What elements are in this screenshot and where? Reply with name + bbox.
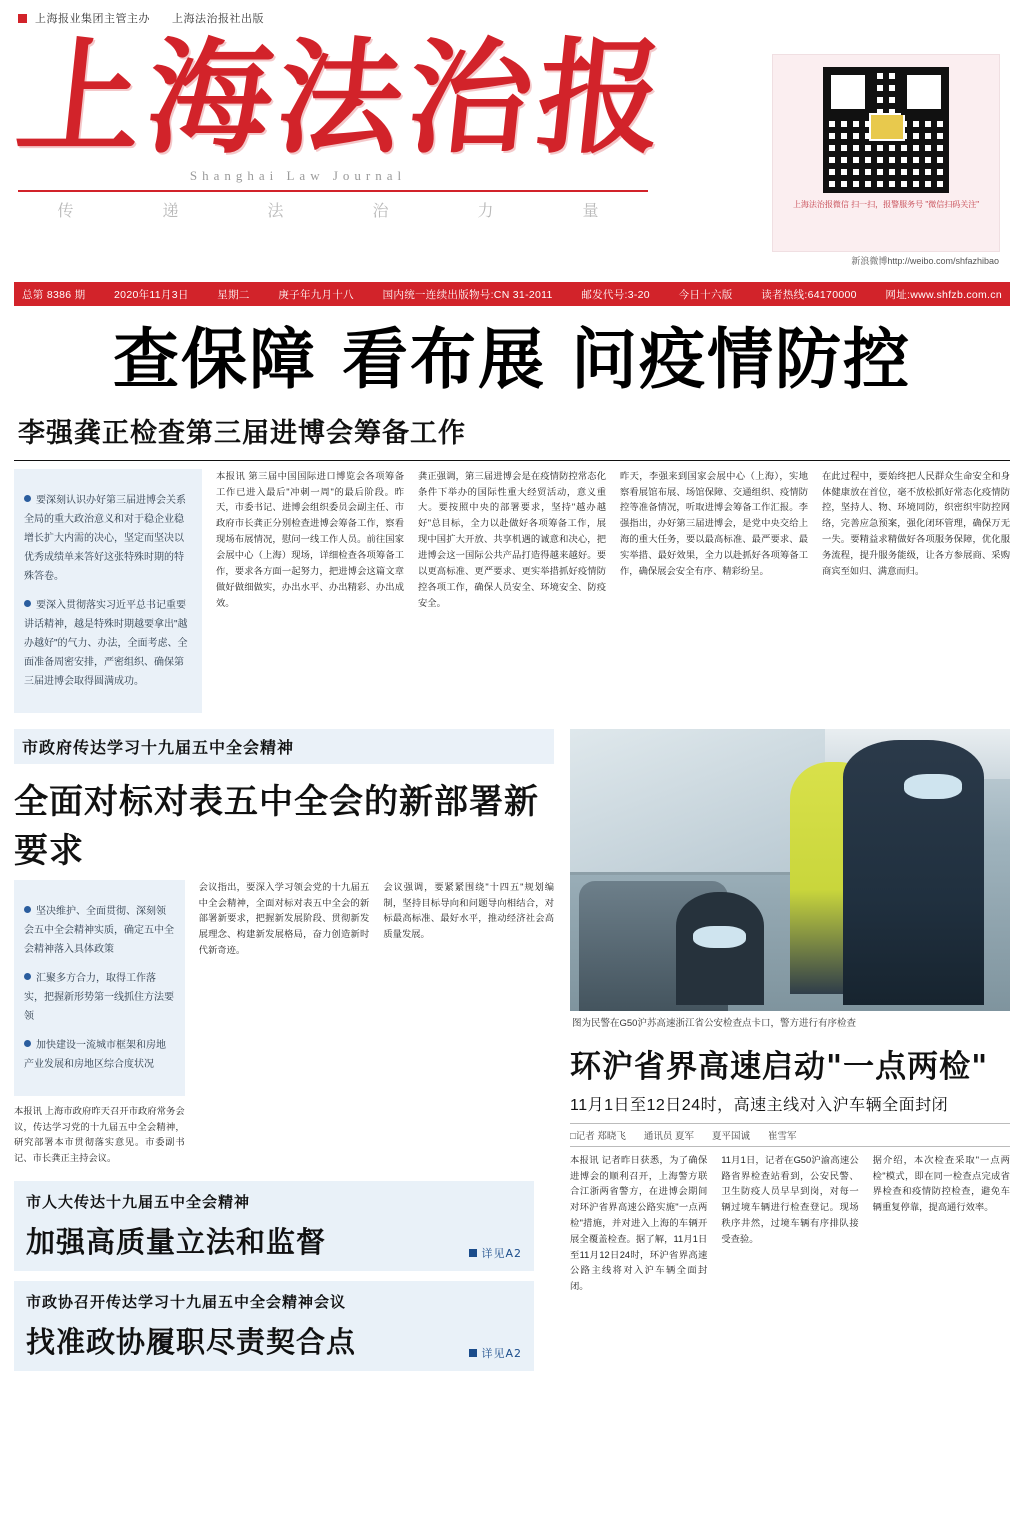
masthead-slogan: [18, 198, 648, 221]
secondary-section: [14, 729, 1010, 1382]
byline-2: 通讯员 夏军: [643, 1130, 695, 1142]
lead-summary-column: [14, 469, 202, 713]
lead-body-column-4: 在此过程中，要始终把人民群众生命安全和身体健康放在首位，毫不放松抓好常态化疫情防控，坚持人、物、环境同防，织密织牢防控网络，完善应急预案，强化闭环管理，确保万无一失。要精益求精做好各项服务保障，优化服务流程，提升服务能级，让各方参展商、采购商宾至如归、满意而归。: [822, 470, 1010, 577]
summary-point-text: 坚决维护、全面贯彻、深刻领会五中全会精神实质，确定五中全会精神落入具体政策: [24, 905, 174, 955]
bottom-box-list: [14, 1181, 534, 1371]
bullet-icon: [24, 495, 31, 502]
bullet-icon: [24, 973, 31, 980]
red-square-icon: [18, 14, 27, 23]
bottom-box-1-jump-label: 详见A2: [481, 1247, 522, 1261]
summary-point: [24, 969, 175, 1026]
section2-left: [14, 729, 554, 1382]
bottom-box-1-headline: 加强高质量立法和监督: [26, 1225, 327, 1260]
newspaper-title-english: Shanghai Law Journal: [189, 168, 407, 184]
bottom-box-1-headline-row: [26, 1220, 522, 1261]
bullet-icon: [24, 906, 31, 913]
headline-divider: [14, 460, 1010, 461]
section2-body-column-2: 会议指出，要深入学习领会党的十九届五中全会精神，全面对标对表五中全会的新部署新要求，把握新发展阶段、贯彻新发展理念、构建新发展格局，奋力创造新时代新奇迹。: [198, 881, 370, 956]
issue-hotline: 读者热线:64170000: [761, 288, 857, 301]
section2-columns: [14, 880, 554, 1168]
top-strip: [14, 0, 1010, 28]
bottom-box-2-jump-label: 详见A2: [481, 1347, 522, 1361]
publisher-authority: 上海报业集团主管主办: [35, 13, 150, 25]
photo-story-column-3: 据介绍，本次检查采取"一点两检"模式，即在同一检查点完成省界检查和疫情防控检查，避免车辆重复停靠，提高通行效率。: [872, 1154, 1010, 1213]
summary-point-text: 要深入贯彻落实习近平总书记重要讲话精神，越是特殊时期越要拿出"越办越好"的气力、办法，全面考虑、全面准备周密安排，严密组织、确保第三届进博会取得圆满成功。: [24, 599, 188, 687]
section2-headline: 全面对标对表五中全会的新部署新要求: [14, 781, 539, 871]
jump-square-icon: [469, 1249, 477, 1257]
photo-officer-mask: [904, 774, 961, 799]
newspaper-title: 上海法治报: [10, 26, 676, 171]
issue-pages: 今日十六版: [678, 288, 733, 301]
photo-caption: 图为民警在G50沪苏高速浙江省公安检查点卡口，警方进行有序检查: [572, 1017, 856, 1029]
summary-point: [24, 596, 192, 691]
masthead-logo: [10, 26, 678, 221]
byline-4: 崔雪军: [768, 1130, 797, 1142]
section2-body-column-1: 本报讯 上海市政府昨天召开市政府常务会议，传达学习党的十九届五中全会精神，研究部署本市贯彻落实意见。市委副书记、市长龚正主持会议。: [14, 1105, 185, 1164]
summary-point: [24, 1036, 175, 1074]
bullet-icon: [24, 600, 31, 607]
slogan-char-5: 力: [477, 203, 504, 221]
issue-date: 2020年11月3日: [114, 288, 189, 301]
qr-code-icon[interactable]: [823, 67, 949, 193]
section2-summary-box: [14, 880, 185, 1096]
lead-summary-box: [14, 469, 202, 713]
issue-lunar-date: 庚子年九月十八: [278, 288, 354, 301]
lead-subhead: 李强龚正检查第三届进博会筹备工作: [18, 417, 466, 448]
news-photo: [570, 729, 1010, 1011]
bullet-icon: [24, 1040, 31, 1047]
issue-postal-code: 邮发代号:3-20: [581, 288, 650, 301]
photo-passenger-mask: [693, 926, 746, 949]
masthead: [10, 26, 1010, 278]
lead-headline: 查保障 看布展 问疫情防控: [113, 321, 911, 398]
bottom-box-1-kicker: 市人大传达十九届五中全会精神: [26, 1194, 251, 1212]
summary-point-text: 汇聚多方合力，取得工作落实，把握新形势第一线抓住方法要领: [24, 972, 174, 1022]
byline-3: 夏平国诚: [712, 1130, 751, 1142]
lead-body-column-2: 龚正强调，第三届进博会是在疫情防控常态化条件下举办的国际性重大经贸活动，意义重大。要按照中央的部署要求，坚持"越办越好"总目标，全力以赴做好各项筹备工作，展现中国扩大开放、共享机遇的诚意和决心，把进博会这一国际公共产品打造得越来越好。要以更高标准、更严要求、更实举措抓好疫情防控各项工作，确保人员安全、环境安全、防疫安全。: [418, 470, 606, 609]
jump-square-icon: [469, 1349, 477, 1357]
lead-story-columns: [14, 469, 1010, 713]
issue-weekday: 星期二: [217, 288, 250, 301]
issue-number: 总第 8386 期: [22, 288, 86, 301]
photo-story: [570, 729, 1010, 1382]
photo-bus-window: [570, 729, 825, 876]
summary-point-text: 加快建设一流城市框架和房地产业发展和房地区综合度状况: [24, 1039, 166, 1070]
bottom-box-1-jump[interactable]: [469, 1245, 522, 1261]
photo-story-columns: [570, 1153, 1010, 1295]
issue-info-bar: [14, 282, 1010, 306]
slogan-char-1: 传: [57, 203, 84, 221]
section2-summary-column: [14, 880, 185, 1168]
slogan-char-6: 量: [582, 203, 609, 221]
masthead-divider: [18, 190, 648, 192]
slogan-char-4: 治: [372, 203, 399, 221]
bottom-box-2-headline-row: [26, 1320, 522, 1361]
slogan-char-3: 法: [267, 203, 294, 221]
photo-passenger: [676, 892, 764, 1005]
byline-1: □记者 郑晓飞: [570, 1130, 626, 1142]
photo-story-column-1: 本报讯 记者昨日获悉，为了确保进博会的顺利召开，上海警方联合江浙两省警方，在进博会期间对环沪省界高速公路实施"一点两检"措施，并对进入上海的车辆开展全覆盖检查。据了解，11月1日至11月12日24时，环沪省界高速公路主线将对入沪车辆全面封闭。: [570, 1154, 708, 1292]
summary-point: [24, 491, 192, 586]
bottom-box-2-kicker: 市政协召开传达学习十九届五中全会精神会议: [26, 1294, 347, 1312]
lead-body-column-1: 本报讯 第三届中国国际进口博览会各项筹备工作已进入最后"冲刺一周"的最后阶段。昨天，市委书记、进博会组织委员会副主任、市政府市长龚正分别检查进博会筹备工作，察看现场布展情况，慰问一线工作人员。前往国家会展中心（上海）现场，详细检查各项筹备工作，要求各方面一起努力，把进博会这篇文章做好做细做实，办出水平、办出精彩、办出成效。: [216, 470, 404, 609]
slogan-char-2: 递: [162, 203, 189, 221]
bottom-box-2[interactable]: [14, 1281, 534, 1371]
bottom-box-1[interactable]: [14, 1181, 534, 1271]
issue-cn-number: 国内统一连续出版物号:CN 31-2011: [382, 288, 553, 301]
bottom-box-2-headline: 找准政协履职尽责契合点: [26, 1325, 357, 1360]
publisher-name: 上海法治报社出版: [172, 13, 264, 25]
qr-code-box[interactable]: [772, 54, 1000, 266]
section2-kicker: 市政府传达学习十九届五中全会精神: [14, 729, 554, 764]
summary-point: [24, 902, 175, 959]
photo-story-column-2: 11月1日，记者在G50沪渝高速公路省界检查站看到，公安民警、卫生防疫人员早早到岗，对每一辆过境车辆进行检查登记。现场秩序井然，过境车辆有序排队接受查验。: [721, 1154, 859, 1244]
photo-story-byline: [570, 1123, 1010, 1147]
section2-body-column-3: 会议强调，要紧紧围绕"十四五"规划编制，坚持目标导向和问题导向相结合，对标最高标准、最好水平，推动经济社会高质量发展。: [383, 881, 555, 940]
qr-center-badge: [869, 113, 905, 141]
qr-weibo-url: 新浪微博http://weibo.com/shfazhibao: [851, 256, 999, 266]
bottom-box-2-jump[interactable]: [469, 1345, 522, 1361]
photo-story-headline: 环沪省界高速启动"一点两检": [570, 1048, 989, 1085]
lead-body-column-3: 昨天，李强来到国家会展中心（上海），实地察看展馆布展、场馆保障、交通组织、疫情防控等准备情况，听取进博会筹备工作汇报。李强指出，办好第三届进博会，是党中央交给上海的重大任务，要以最高标准、最严要求、最实举措、最好效果，全力以赴抓好各项筹备工作，确保展会安全有序、精彩纷呈。: [620, 470, 808, 577]
summary-point-text: 要深刻认识办好第三届进博会关系全局的重大政治意义和对于稳企业稳增长扩大内需的决心，坚定而坚决以优秀成绩单来答好这张特殊时期的特殊答卷。: [24, 494, 186, 582]
photo-story-subhead: 11月1日至12日24时，高速主线对入沪车辆全面封闭: [570, 1096, 949, 1114]
issue-website: 网址:www.shfzb.com.cn: [885, 288, 1002, 301]
qr-caption: 上海法治报微信 扫一扫，报警服务号 "微信扫码关注": [792, 200, 980, 209]
